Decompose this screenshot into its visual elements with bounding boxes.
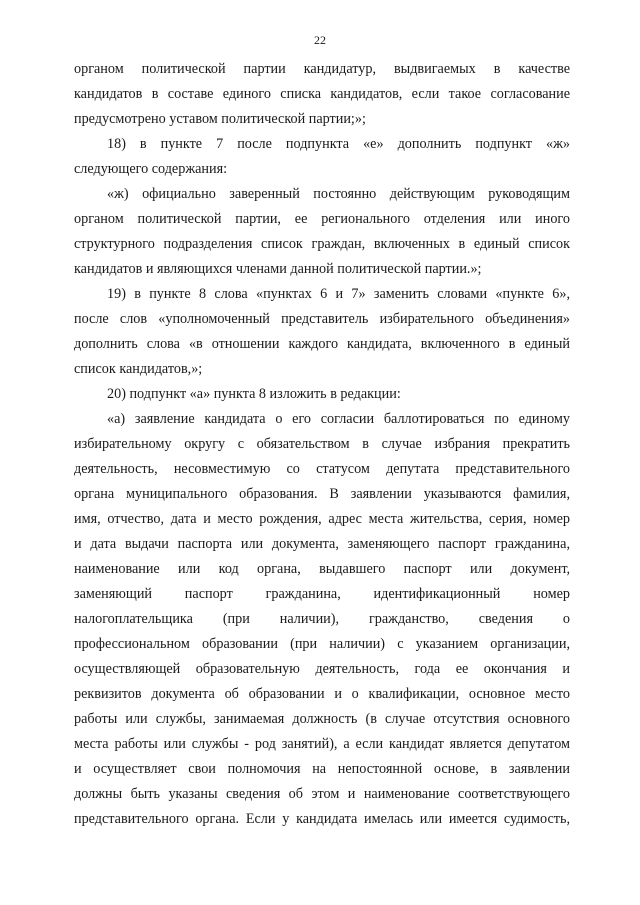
text-line: налогоплательщика (при наличии), гражданство, сведения о <box>74 611 570 627</box>
text-line: избирательному округу с обязательством в случае избрания прекратить <box>74 436 570 452</box>
document-body <box>74 57 570 832</box>
page-number: 22 <box>314 33 326 47</box>
text-line: деятельность, несовместимую со статусом депутата представительного <box>74 461 570 477</box>
text-line: кандидатов в составе единого списка кандидатов, если такое согласование <box>74 86 570 102</box>
text-line: и осуществляет свои полномочия на непостоянной основе, в заявлении <box>74 761 570 777</box>
text-line: список кандидатов,»; <box>74 361 203 377</box>
text-line: профессиональном образовании (при наличии) с указанием организации, <box>74 636 570 652</box>
text-line: органа муниципального образования. В заявлении указываются фамилия, <box>74 486 570 502</box>
text-line: имя, отчество, дата и место рождения, адрес места жительства, серия, номер <box>74 511 570 527</box>
text-line: заменяющий паспорт гражданина, идентификационный номер <box>74 586 570 602</box>
text-line: 20) подпункт «а» пункта 8 изложить в редакции: <box>107 386 401 402</box>
text-line: органом политической партии кандидатур, выдвигаемых в качестве <box>74 61 570 77</box>
text-line: должны быть указаны сведения об этом и наименование соответствующего <box>74 786 570 802</box>
text-line: места работы или службы - род занятий), а если кандидат является депутатом <box>74 736 570 752</box>
text-line: следующего содержания: <box>74 161 228 177</box>
text-line: дополнить слова «в отношении каждого кандидата, включенного в единый <box>74 336 570 352</box>
text-line: после слов «уполномоченный представитель избирательного объединения» <box>74 311 570 327</box>
text-line: представительного органа. Если у кандидата имелась или имеется судимость, <box>74 811 570 827</box>
text-line: 18) в пункте 7 после подпункта «е» дополнить подпункт «ж» <box>107 136 570 152</box>
text-line: кандидатов и являющихся членами данной политической партии.»; <box>74 261 482 277</box>
text-line: наименование или код органа, выдавшего паспорт или документ, <box>74 561 570 577</box>
text-line: 19) в пункте 8 слова «пунктах 6 и 7» заменить словами «пункте 6», <box>107 286 570 302</box>
text-line: предусмотрено уставом политической партии;»; <box>74 111 366 127</box>
text-line: работы или службы, занимаемая должность (в случае отсутствия основного <box>74 711 570 727</box>
text-line: органом политической партии, ее регионального отделения или иного <box>74 211 570 227</box>
text-line: и дата выдачи паспорта или документа, заменяющего паспорт гражданина, <box>74 536 570 552</box>
text-line: осуществляющей образовательную деятельность, года ее окончания и <box>74 661 570 677</box>
text-line: «ж) официально заверенный постоянно действующим руководящим <box>107 186 570 202</box>
text-line: реквизитов документа об образовании и о квалификации, основное место <box>74 686 570 702</box>
text-line: структурного подразделения список граждан, включенных в единый список <box>74 236 570 252</box>
text-line: «а) заявление кандидата о его согласии баллотироваться по единому <box>107 411 570 427</box>
